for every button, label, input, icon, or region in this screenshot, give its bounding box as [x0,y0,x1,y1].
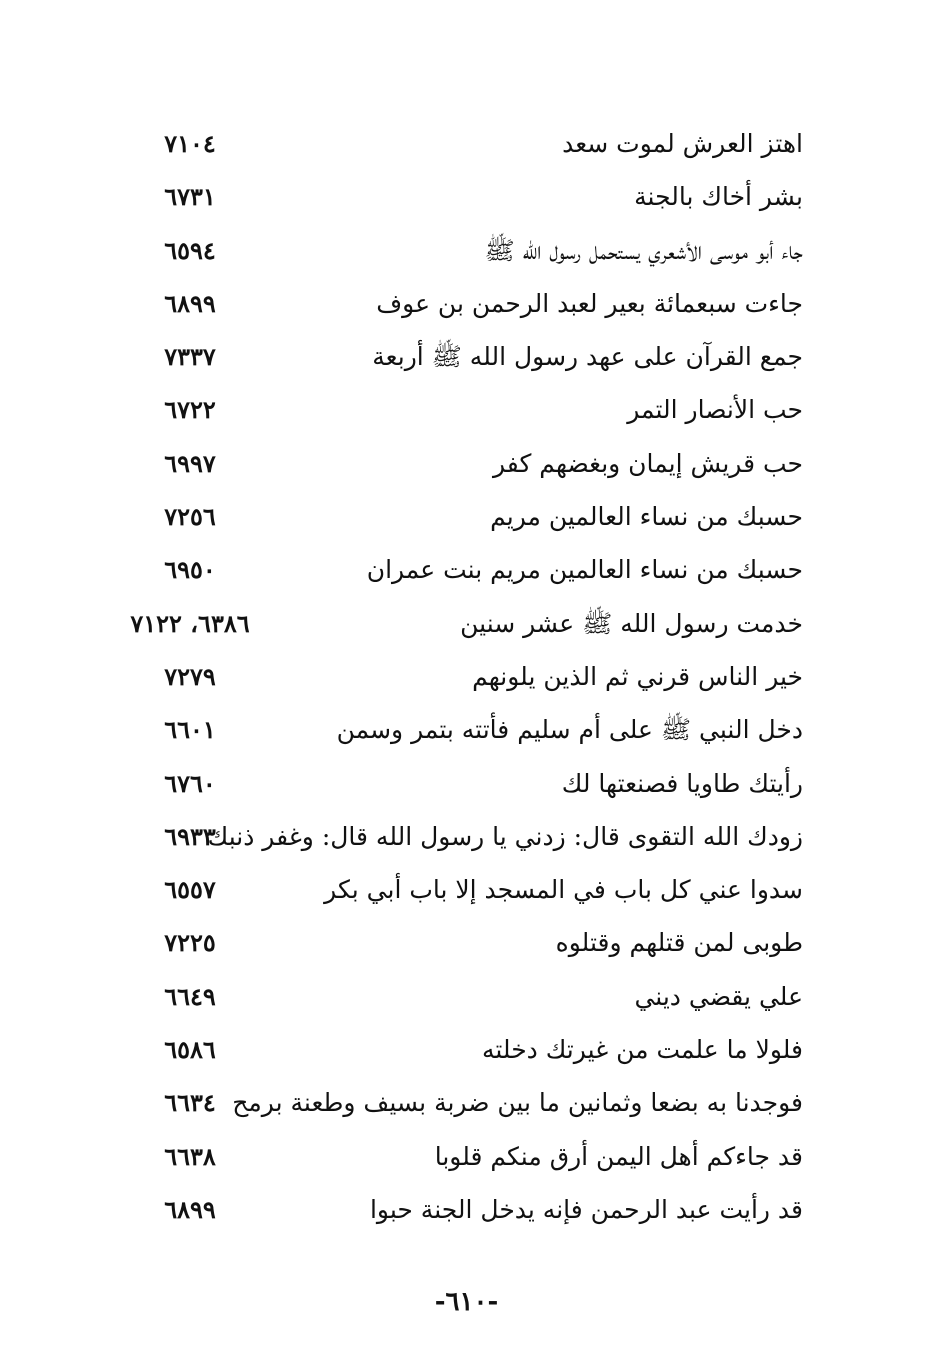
entry-reference-number: ٦٥٩٤ [164,235,216,265]
entry-reference-number: ٦٧٦٠ [164,768,216,798]
entry-text: خير الناس قرني ثم الذين يلونهم [472,661,803,691]
entry-reference-number: ٦٦٤٩ [164,981,216,1011]
entry-text: سدوا عني كل باب في المسجد إلا باب أبي بكر [324,875,803,905]
entry-text: علي يقضي ديني [634,981,803,1011]
entry-reference-number: ٦٣٨٦، ٧١٢٢ [130,608,250,638]
entry-text: طوبى لمن قتلهم وقتلوه [555,928,803,958]
index-entry [0,973,933,1026]
entry-reference-number: ٦٦٣٤ [164,1088,216,1118]
entry-text: حسبك من نساء العالمين مريم بنت عمران [366,555,803,585]
index-entry [0,280,933,333]
index-entry [0,1133,933,1186]
entry-reference-number: ٦٥٥٧ [164,875,216,905]
entry-text: اهتز العرش لموت سعد [562,129,803,158]
index-entry [0,760,933,813]
entry-text: رأيتك طاويا فصنعتها لك [561,768,803,798]
entry-text: خدمت رسول الله ﷺ عشر سنين [460,608,803,638]
index-entry [0,120,933,173]
entry-reference-number: ٧٢٥٦ [164,502,216,532]
entry-reference-number: ٧٣٣٧ [164,342,216,372]
entry-reference-number: ٧١٠٤ [164,129,216,158]
entry-reference-number: ٧٢٧٩ [164,661,216,691]
entry-text: قد رأيت عبد الرحمن فإنه يدخل الجنة حبوا [369,1194,803,1224]
hadith-index-list [0,120,933,1239]
index-entry [0,333,933,386]
entry-reference-number: ٦٧٢٢ [164,395,216,425]
entry-reference-number: ٧٢٢٥ [164,928,216,958]
index-entry [0,227,933,280]
entry-text: حسبك من نساء العالمين مريم [490,502,803,532]
index-entry [0,653,933,706]
index-entry [0,546,933,599]
entry-text: حب قريش إيمان وبغضهم كفر [493,448,803,478]
index-entry [0,706,933,759]
entry-text: دخل النبي ﷺ على أم سليم فأتته بتمر وسمن [336,715,803,745]
index-entry [0,1026,933,1079]
index-entry [0,173,933,226]
entry-text: جمع القرآن على عهد رسول الله ﷺ أربعة [372,342,803,372]
entry-reference-number: ٦٥٨٦ [164,1035,216,1065]
entry-text: فلولا ما علمت من غيرتك دخلته [481,1035,803,1065]
entry-text: جاءت سبعمائة بعير لعبد الرحمن بن عوف [376,288,803,318]
entry-reference-number: ٦٩٩٧ [164,448,216,478]
entry-reference-number: ٦٦٣٨ [164,1141,216,1171]
page-number: -٦١٠- [434,1287,499,1317]
index-entry [0,600,933,653]
index-entry [0,919,933,972]
index-entry [0,386,933,439]
index-entry [0,1079,933,1132]
entry-reference-number: ٦٩٥٠ [164,555,216,585]
entry-text: جاء أبو موسى الأشعري يستحمل رسول الله ﷺ [484,235,803,265]
entry-text: حب الأنصار التمر [627,395,803,425]
entry-reference-number: ٦٦٠١ [164,715,216,745]
index-entry [0,1186,933,1239]
entry-reference-number: ٦٨٩٩ [164,288,216,318]
entry-text: قد جاءكم أهل اليمن أرق منكم قلوبا [434,1141,803,1171]
entry-reference-number: ٦٧٣١ [164,182,216,212]
entry-text: بشر أخاك بالجنة [634,182,803,212]
index-entry [0,493,933,546]
entry-reference-number: ٦٩٣٣ [164,821,216,851]
entry-text: زودك الله التقوى قال: زدني يا رسول الله قال: وغفر ذنبك [207,821,803,851]
index-entry [0,866,933,919]
entry-reference-number: ٦٨٩٩ [164,1194,216,1224]
index-entry [0,440,933,493]
entry-text: فوجدنا به بضعا وثمانين ما بين ضربة بسيف وطعنة برمح [232,1088,803,1118]
index-entry [0,813,933,866]
